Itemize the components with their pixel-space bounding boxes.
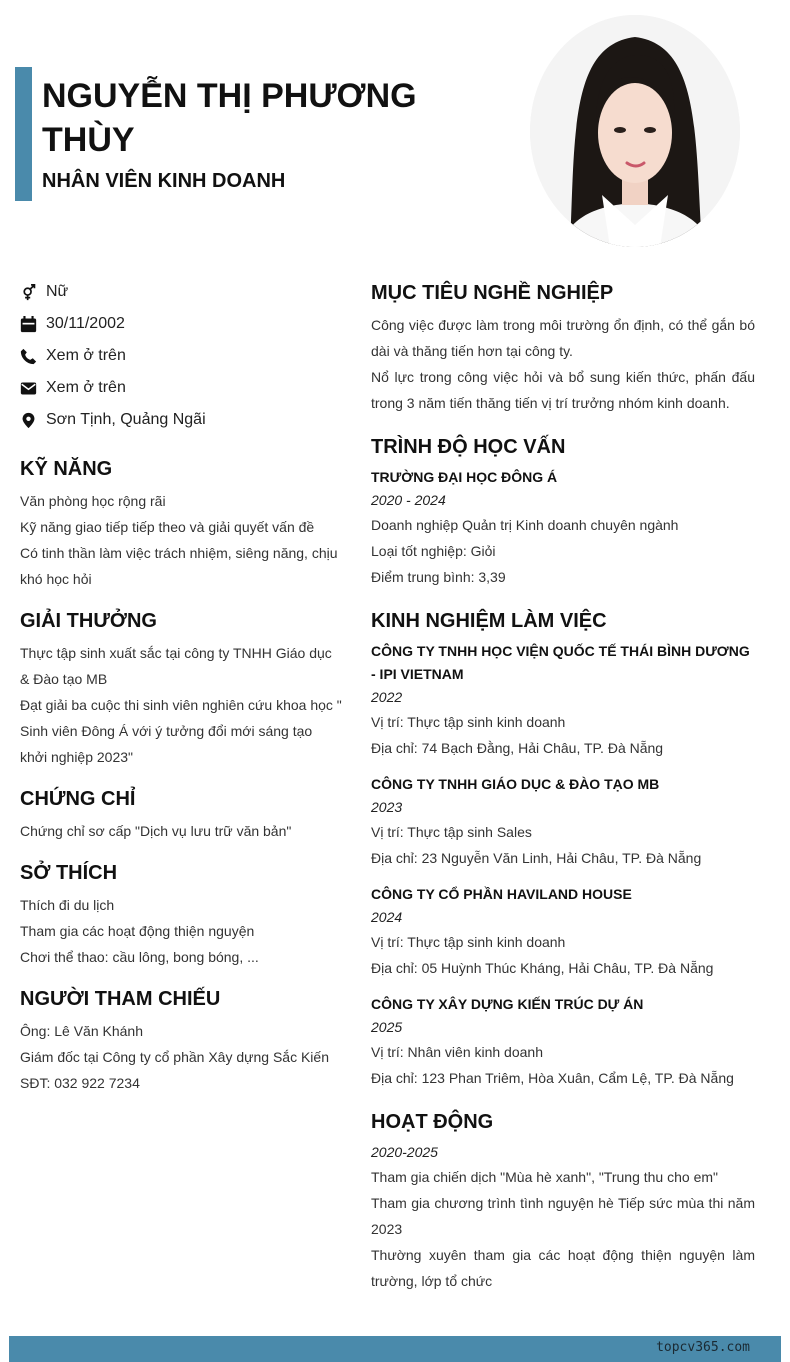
experience-address: Địa chỉ: 74 Bạch Đằng, Hải Châu, TP. Đà Nẵng bbox=[371, 740, 664, 756]
contact-gender-text: Nữ bbox=[46, 283, 69, 300]
reference-item: Giám đốc tại Công ty cổ phần Xây dựng Sắc Kiến bbox=[20, 1049, 329, 1065]
experience-position: Vị trí: Thực tập sinh Sales bbox=[371, 824, 532, 840]
experience-entry bbox=[371, 883, 755, 981]
company-name: CÔNG TY CỔ PHẦN HAVILAND HOUSE bbox=[371, 886, 632, 902]
activities-title: HOẠT ĐỘNG bbox=[371, 1111, 494, 1133]
contact-address-text: Sơn Tịnh, Quảng Ngãi bbox=[46, 411, 206, 428]
hobby-item: Chơi thể thao: cầu lông, bong bóng, ... bbox=[20, 949, 259, 965]
candidate-name: NGUYỄN THỊ PHƯƠNG THÙY bbox=[42, 77, 417, 159]
awards-list bbox=[20, 640, 342, 770]
experience-year: 2024 bbox=[371, 909, 403, 925]
experience-entry bbox=[371, 640, 755, 761]
footer-watermark: topcv365.com bbox=[656, 1340, 750, 1355]
calendar-icon bbox=[20, 315, 46, 333]
objective-title: MỤC TIÊU NGHỀ NGHIỆP bbox=[371, 282, 614, 304]
reference-item: Ông: Lê Văn Khánh bbox=[20, 1023, 143, 1039]
contact-email bbox=[20, 372, 342, 404]
right-column bbox=[371, 280, 755, 1294]
envelope-icon bbox=[20, 379, 46, 397]
contact-email-text: Xem ở trên bbox=[46, 379, 126, 396]
activities-period: 2020-2025 bbox=[371, 1144, 438, 1160]
contact-gender bbox=[20, 276, 342, 308]
company-name: CÔNG TY TNHH GIÁO DỤC & ĐÀO TẠO MB bbox=[371, 776, 660, 792]
experience-entry bbox=[371, 773, 755, 871]
activity-line: Tham gia chiến dịch "Mùa hè xanh", "Trung thu cho em" bbox=[371, 1169, 718, 1185]
certificate-item: Chứng chỉ sơ cấp "Dịch vụ lưu trữ văn bản" bbox=[20, 823, 292, 839]
references-title: NGƯỜI THAM CHIẾU bbox=[20, 988, 221, 1010]
experience-position: Vị trí: Thực tập sinh kinh doanh bbox=[371, 714, 566, 730]
award-item: Thực tập sinh xuất sắc tại công ty TNHH Giáo dục & Đào tạo MB bbox=[20, 645, 332, 687]
left-column bbox=[20, 276, 342, 1096]
footer-bar bbox=[9, 1336, 781, 1362]
skill-item: Văn phòng học rộng rãi bbox=[20, 493, 166, 509]
education-entry bbox=[371, 466, 755, 590]
certificates-title: CHỨNG CHỈ bbox=[20, 788, 136, 810]
contact-phone-text: Xem ở trên bbox=[46, 347, 126, 364]
location-pin-icon bbox=[20, 411, 46, 429]
experience-year: 2023 bbox=[371, 799, 403, 815]
phone-icon bbox=[20, 347, 46, 365]
education-title: TRÌNH ĐỘ HỌC VẤN bbox=[371, 436, 566, 458]
contact-phone bbox=[20, 340, 342, 372]
contact-birthday bbox=[20, 308, 342, 340]
experience-position: Vị trí: Nhân viên kinh doanh bbox=[371, 1044, 543, 1060]
objective-body bbox=[371, 312, 755, 416]
company-name: CÔNG TY XÂY DỰNG KIẾN TRÚC DỰ ÁN bbox=[371, 996, 644, 1012]
education-line: Điểm trung bình: 3,39 bbox=[371, 569, 506, 585]
experience-year: 2022 bbox=[371, 689, 403, 705]
activity-line: Thường xuyên tham gia các hoạt động thiện nguyện làm trường, lớp tổ chức bbox=[371, 1247, 755, 1289]
education-period: 2020 - 2024 bbox=[371, 492, 446, 508]
education-line: Doanh nghiệp Quản trị Kinh doanh chuyên ngành bbox=[371, 517, 679, 533]
school-name: TRƯỜNG ĐẠI HỌC ĐÔNG Á bbox=[371, 469, 558, 485]
gender-icon bbox=[20, 283, 46, 301]
skill-item: Có tinh thần làm việc trách nhiệm, siêng năng, chịu khó học hỏi bbox=[20, 545, 338, 587]
references-list bbox=[20, 1018, 342, 1096]
award-item: Đạt giải ba cuộc thi sinh viên nghiên cứu khoa học " Sinh viên Đông Á với ý tưởng đổi mới sáng tạo khởi nghiệp 2023" bbox=[20, 697, 342, 765]
experience-address: Địa chỉ: 23 Nguyễn Văn Linh, Hải Châu, TP. Đà Nẵng bbox=[371, 850, 702, 866]
reference-item: SĐT: 032 922 7234 bbox=[20, 1075, 140, 1091]
company-name: CÔNG TY TNHH HỌC VIỆN QUỐC TẾ THÁI BÌNH DƯƠNG - IPI VIETNAM bbox=[371, 643, 750, 682]
contact-address bbox=[20, 404, 342, 436]
hobbies-list bbox=[20, 892, 342, 970]
hobbies-title: SỞ THÍCH bbox=[20, 862, 118, 884]
objective-paragraph: Nổ lực trong công việc hỏi và bổ sung kiến thức, phấn đấu trong 3 năm tiến thăng tiến vị trí trưởng nhóm kinh doanh. bbox=[371, 369, 755, 411]
skills-list bbox=[20, 488, 342, 592]
hobby-item: Tham gia các hoạt động thiện nguyện bbox=[20, 923, 255, 939]
experience-address: Địa chỉ: 123 Phan Triêm, Hòa Xuân, Cẩm Lệ, TP. Đà Nẵng bbox=[371, 1070, 734, 1086]
certificates-list bbox=[20, 818, 342, 844]
header-accent-bar bbox=[15, 67, 32, 201]
contact-birthday-text: 30/11/2002 bbox=[46, 315, 125, 332]
hobby-item: Thích đi du lịch bbox=[20, 897, 115, 913]
education-line: Loại tốt nghiệp: Giỏi bbox=[371, 543, 496, 559]
experience-entry bbox=[371, 993, 755, 1091]
objective-paragraph: Công việc được làm trong môi trường ổn định, có thể gắn bó dài và thăng tiến hơn tại công ty. bbox=[371, 317, 755, 359]
experience-year: 2025 bbox=[371, 1019, 403, 1035]
portrait-image bbox=[530, 15, 740, 247]
skill-item: Kỹ năng giao tiếp tiếp theo và giải quyết vấn đề bbox=[20, 519, 315, 535]
profile-photo bbox=[530, 15, 740, 247]
skills-title: KỸ NĂNG bbox=[20, 458, 113, 480]
experience-position: Vị trí: Thực tập sinh kinh doanh bbox=[371, 934, 566, 950]
awards-title: GIẢI THƯỞNG bbox=[20, 610, 157, 632]
activity-line: Tham gia chương trình tình nguyện hè Tiếp sức mùa thi năm 2023 bbox=[371, 1195, 755, 1237]
experience-title: KINH NGHIỆM LÀM VIỆC bbox=[371, 610, 607, 632]
activities-entry bbox=[371, 1141, 755, 1294]
experience-list bbox=[371, 640, 755, 1091]
job-title: NHÂN VIÊN KINH DOANH bbox=[42, 170, 286, 192]
experience-address: Địa chỉ: 05 Huỳnh Thúc Kháng, Hải Châu, TP. Đà Nẵng bbox=[371, 960, 714, 976]
